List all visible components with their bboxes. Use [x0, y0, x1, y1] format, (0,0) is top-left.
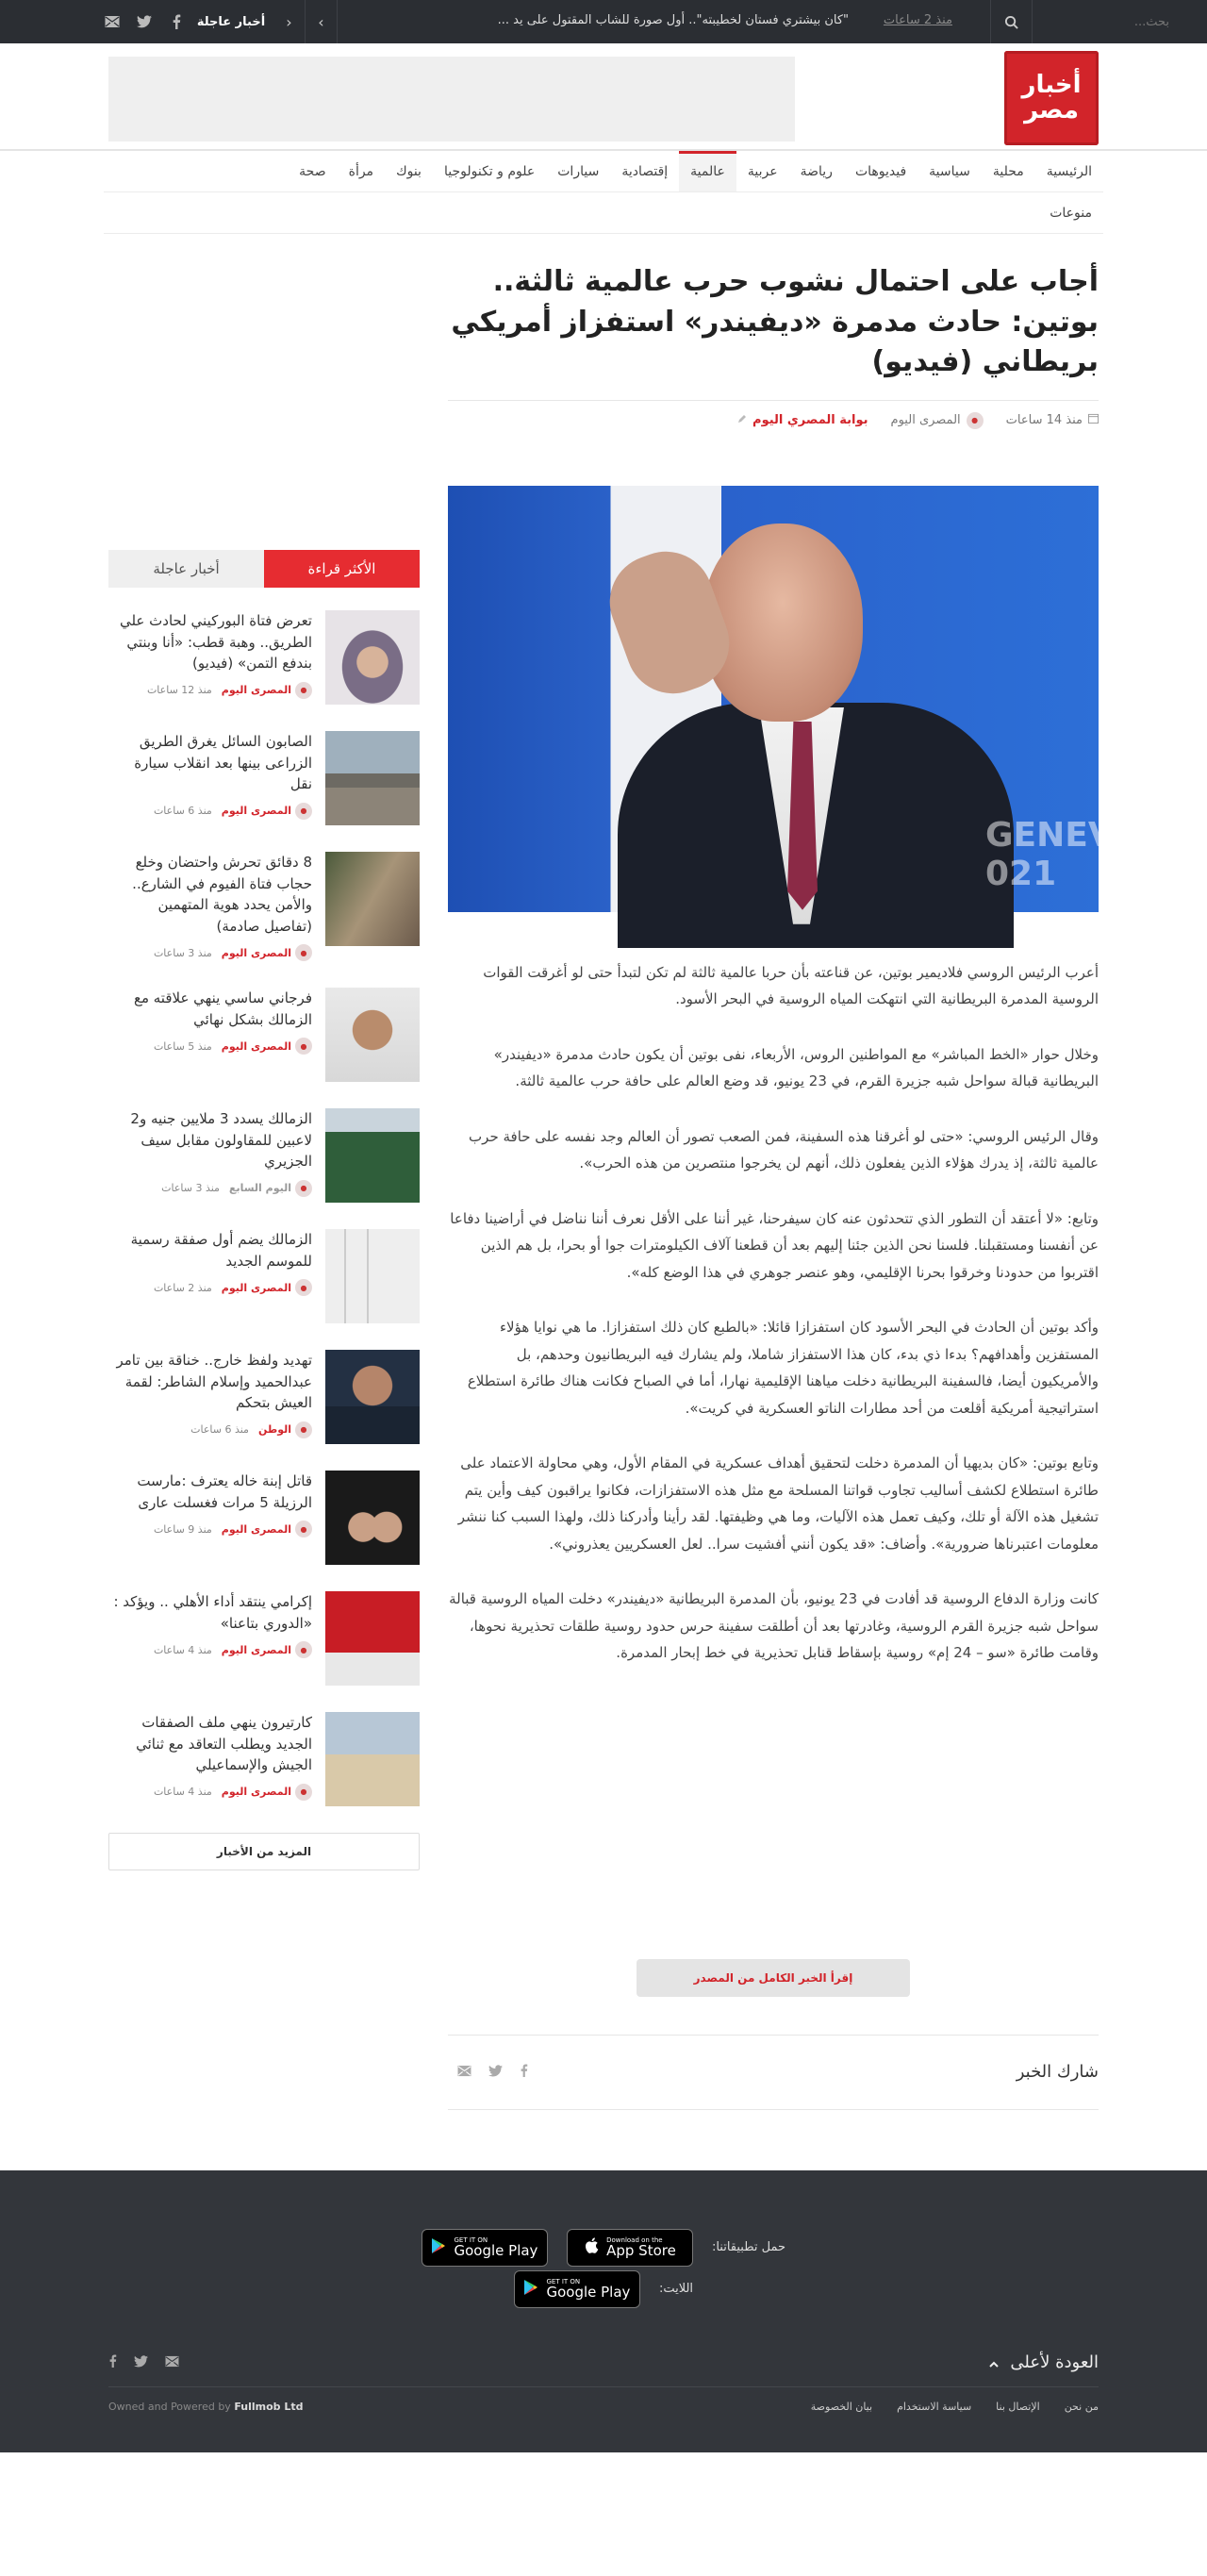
- sidebar-thumb[interactable]: [325, 610, 420, 705]
- calendar-icon: [1088, 413, 1099, 427]
- sidebar-item-source: [258, 1421, 312, 1438]
- sidebar-item-meta: [108, 1421, 312, 1438]
- twitter-icon[interactable]: [136, 13, 153, 30]
- share-title: شارك الخبر: [1016, 2062, 1099, 2083]
- nav-row-primary: [104, 151, 1103, 192]
- ad-banner[interactable]: [108, 57, 795, 141]
- nav-item-1[interactable]: محلية: [992, 164, 1024, 179]
- sidebar-thumb[interactable]: [325, 731, 420, 825]
- source-logo-icon: ●: [295, 1784, 312, 1801]
- powered-by: [108, 2401, 304, 2413]
- sidebar-item-text: [108, 1471, 312, 1565]
- search-icon[interactable]: [991, 0, 1033, 43]
- sidebar-item-source: [222, 1279, 312, 1296]
- sidebar-item-source-text: اليوم السابع: [228, 1182, 291, 1194]
- sidebar-news-item[interactable]: [108, 1350, 420, 1444]
- footer-link[interactable]: من نحن: [1064, 2400, 1099, 2413]
- sidebar-item-time: منذ 5 ساعات: [153, 1039, 212, 1053]
- sidebar-item-title[interactable]: قاتل إبنة خاله يعترف :مارست الرزيلة 5 مرات فغسلت عارى: [137, 1472, 312, 1511]
- article-source-name: المصرى اليوم: [890, 413, 961, 428]
- back-to-top-label: العودة لأعلى: [1010, 2352, 1099, 2372]
- sidebar-item-text: [108, 731, 312, 825]
- share-bar: [448, 2035, 1099, 2110]
- apple-badge-big: App Store: [606, 2242, 676, 2260]
- lite-badge-small: GET IT ON: [546, 2278, 581, 2286]
- sidebar-item-time: منذ 4 ساعات: [153, 1643, 212, 1656]
- sidebar-item-source-text: المصرى اليوم: [221, 1643, 291, 1656]
- sidebar-item-text: [108, 610, 312, 705]
- article-meta: [448, 401, 1099, 448]
- app-store-badge[interactable]: [567, 2229, 693, 2267]
- google-play-icon: [431, 2237, 446, 2258]
- nav-item-9[interactable]: علوم و تكنولوجيا: [443, 164, 536, 179]
- sidebar-item-title[interactable]: 8 دقائق تحرش واحتضان وخلع حجاب فتاة الفيوم في الشارع.. والأمن يحدد هوية المتهمين (تفاصيل صادمة): [132, 854, 312, 935]
- lite-badge-big: Google Play: [546, 2284, 631, 2302]
- sidebar-item-text: [108, 1591, 312, 1686]
- search-input[interactable]: [1066, 15, 1207, 29]
- email-icon[interactable]: [104, 13, 121, 30]
- footer-bottom: [108, 2338, 1099, 2387]
- sidebar-item-source: [222, 944, 312, 961]
- nav-item-misc[interactable]: منوعات: [1050, 206, 1092, 221]
- site-footer: [0, 2170, 1207, 2452]
- google-badge-small: GET IT ON: [454, 2236, 488, 2245]
- article-paragraph: كانت وزارة الدفاع الروسية قد أفادت في 23 يونيو، بأن المدمرة البريطانية «ديفيندر» دخلت المياه الروسية قبالة سواحل شبه جزيرة القرم الروسية، وغادرتها بعد أن أطلقت سفينة حرس حدود روسية طلقات تحذيرية نحوها، وقامت طائرة «سو – 24 إم» روسية بإسقاط قنابل تحذيرية في خط إبحار المدمرة.: [449, 1590, 1099, 1662]
- sidebar-item-meta: [108, 682, 312, 699]
- sidebar-item-text: [108, 1712, 312, 1806]
- sidebar-item-source-text: المصرى اليوم: [221, 1281, 291, 1294]
- source-logo-icon: ●: [295, 1180, 312, 1197]
- sidebar-item-source: [222, 1521, 312, 1537]
- nav-item-2[interactable]: سياسية: [929, 164, 970, 179]
- article-paragraph: وقال الرئيس الروسي: «حتى لو أغرقنا هذه السفينة، فمن الصعب تصور أن العالم وجد نفسه على حافة حرب عالمية ثالثة، إذ يدرك هؤلاء الذين يفعلون ذلك، أنهم لن يخرجوا منتصرين من هذه الحرب».: [469, 1127, 1099, 1172]
- sidebar-item-text: [108, 1229, 312, 1323]
- ticker-headline[interactable]: "كان بيشتري فستان لخطيبته".. أول صورة للشاب المقتول على يد ...: [497, 13, 849, 27]
- sidebar-item-meta: [108, 1784, 312, 1801]
- sidebar-item-source: [222, 682, 312, 699]
- sidebar-thumb[interactable]: [325, 1350, 420, 1444]
- sidebar-item-source-text: المصرى اليوم: [221, 946, 291, 959]
- sidebar-thumb[interactable]: [325, 1712, 420, 1806]
- facebook-icon[interactable]: [168, 13, 185, 30]
- sidebar-news-item[interactable]: [108, 731, 420, 825]
- sidebar-news-item[interactable]: [108, 1229, 420, 1323]
- sidebar-thumb[interactable]: [325, 988, 420, 1082]
- sidebar-item-meta: [108, 1521, 312, 1537]
- top-bar: [0, 0, 1207, 43]
- nav-item-6[interactable]: عالمية: [679, 151, 736, 191]
- sidebar-thumb[interactable]: [325, 1229, 420, 1323]
- article-paragraph: وتابع بوتين: «كان بديهيا أن المدمرة دخلت لتحقيق أهداف عسكرية في المقام الأول، وهي محاولة الاعتماد على طائرة استطلاع لكشف أساليب تجاوب قواتنا المسلحة مع مثل هذه الاستفزازات، فكانوا يراقبون كيف وأين يتم تشغيل هذه الآلة أو تلك، وكيف تعمل هذه الآليات، وما هي وظيفتها. لقد رأينا وأدركنا ذلك، ولهذا السبب كنا ننشر معلومات اعتبرناها ضرورية». وأضاف: «قد يكون أنني أفشيت سرا.. لعل العسكريين يعذروني».: [457, 1454, 1099, 1553]
- nav-item-7[interactable]: إقتصادية: [621, 164, 669, 179]
- sidebar-item-text: [108, 988, 312, 1082]
- footer-link[interactable]: الإتصال بنا: [996, 2400, 1040, 2413]
- tab-breaking-news[interactable]: أخبار عاجلة: [108, 550, 264, 588]
- powered-prefix: Owned and Powered by: [108, 2400, 231, 2413]
- sidebar-item-title[interactable]: تهديد ولفظ خارج.. خناقة بين تامر عبدالحميد وإسلام الشاطر: لقمة العيش بتحكم: [116, 1352, 312, 1411]
- source-logo-icon: ●: [295, 1521, 312, 1537]
- sidebar-item-source: [222, 803, 312, 820]
- article-paragraph: أعرب الرئيس الروسي فلاديمير بوتين، عن قناعته بأن حربا عالمية ثالثة لم تكن لتبدأ حتى لو أغرقت القوات الروسية المدمرة البريطانية التي انتهكت المياه الروسية في البحر الأسود.: [483, 963, 1099, 1008]
- footer-facebook-icon[interactable]: [108, 2353, 117, 2371]
- sidebar-list: [108, 610, 420, 1806]
- apple-badge-small: Download on the: [606, 2236, 663, 2245]
- logo-line-2: مصر: [1024, 96, 1079, 125]
- sidebar-item-source-text: الوطن: [257, 1423, 291, 1436]
- sidebar-item-time: منذ 2 ساعات: [153, 1281, 212, 1294]
- sidebar-item-source-text: المصرى اليوم: [221, 684, 291, 696]
- sidebar-thumb[interactable]: [325, 852, 420, 946]
- source-logo-icon: ●: [967, 412, 984, 429]
- apps-row: [0, 2229, 1207, 2267]
- article-paragraph: وأكد بوتين أن الحادث في البحر الأسود كان استفزازا قائلا: «بالطبع كان ذلك استفزازا. ما هي نوايا هؤلاء المستفزين وأهدافهم؟ بدءا ذي بدء، كان هذا الاستفزاز شاملا، ولم يشارك فيه البريطانيون وحدهم، بل والأمريكيون أيضا، فالسفينة البريطانية دخلت مياهنا الإقليمية نهارا، أما في الصباح فكانت هناك طائرة استطلاع استراتيجية أمريكية أقلعت من أحد مطارات الناتو العسكرية في كريت».: [467, 1319, 1099, 1417]
- sidebar-item-title[interactable]: كارتيرون ينهي ملف الصفقات الجديد ويطلب التعاقد مع ثنائي الجيش والإسماعيلي: [136, 1714, 312, 1773]
- sidebar-item-time: منذ 12 ساعات: [146, 684, 212, 696]
- article-body: [448, 912, 1099, 1667]
- sidebar-item-meta: [108, 1038, 312, 1055]
- share-twitter-icon[interactable]: [488, 2063, 503, 2081]
- sidebar-item-source: [222, 1784, 312, 1801]
- site-header: [0, 43, 1207, 151]
- read-more-wrap: [448, 1959, 1099, 1997]
- article-time-text: منذ 14 ساعات: [1005, 413, 1083, 428]
- pencil-icon: [737, 413, 747, 427]
- sidebar-item-time: منذ 6 ساعات: [190, 1423, 249, 1436]
- nav-item-12[interactable]: صحة: [299, 164, 326, 179]
- footer-social: [108, 2353, 179, 2371]
- sidebar-thumb[interactable]: [325, 1591, 420, 1686]
- sidebar-news-item[interactable]: [108, 852, 420, 961]
- source-logo-icon: ●: [295, 1279, 312, 1296]
- sidebar-news-item[interactable]: [108, 1591, 420, 1686]
- sidebar-item-title[interactable]: تعرض فتاة البوركيني لحادث علي الطريق.. وهبة قطب: «أنا وبنتي بندفع التمن» (فيديو): [119, 612, 312, 672]
- ticker-controls: [273, 0, 338, 43]
- read-full-article-button[interactable]: إقرأ الخبر الكامل من المصدر: [637, 1959, 910, 1997]
- nav-item-3[interactable]: فيديوهات: [854, 164, 907, 179]
- article-source-link-text: بوابة المصري اليوم: [752, 413, 868, 428]
- sidebar-item-source-text: المصرى اليوم: [221, 805, 291, 817]
- sidebar-thumb[interactable]: [325, 1471, 420, 1565]
- sidebar-item-source-text: المصرى اليوم: [221, 1786, 291, 1798]
- nav-item-8[interactable]: سيارات: [557, 164, 600, 179]
- lite-google-play-icon: [523, 2279, 538, 2300]
- ticker-time[interactable]: منذ 2 ساعات: [883, 13, 952, 27]
- article-paragraph: وخلال حوار «الخط المباشر» مع المواطنين الروس، الأربعاء، نفى بوتين أن يكون حادث مدمرة «ديفيندر» البريطانية قبالة سواحل شبه جزيرة القرم، في 23 يونيو، قد وضع العالم على حافة حرب عالمية ثالثة.: [493, 1045, 1099, 1090]
- source-logo-icon: ●: [295, 944, 312, 961]
- footer-email-icon[interactable]: [165, 2353, 179, 2371]
- sidebar-item-time: منذ 3 ساعات: [161, 1182, 220, 1194]
- sidebar-item-title[interactable]: الزمالك يسدد 3 ملايين جنيه و2 لاعبين للمقاولون مقابل سيف الجزيري: [130, 1110, 312, 1170]
- sidebar-item-source: [222, 1641, 312, 1658]
- main-content: [108, 234, 1115, 2170]
- lite-label: اللايت:: [658, 2282, 694, 2297]
- sidebar-item-time: منذ 6 ساعات: [153, 805, 212, 817]
- logo-line-1: أخبار: [1021, 70, 1082, 99]
- nav-item-10[interactable]: بنوك: [396, 164, 422, 179]
- source-logo-icon: ●: [295, 1641, 312, 1658]
- site-logo[interactable]: [1004, 51, 1099, 145]
- sidebar-thumb[interactable]: [325, 1108, 420, 1203]
- sidebar-item-time: منذ 3 ساعات: [153, 946, 212, 959]
- sidebar-item-text: [108, 852, 312, 961]
- sidebar-item-source-text: المصرى اليوم: [221, 1039, 291, 1053]
- article-image: [448, 486, 1115, 912]
- powered-brand[interactable]: Fullmob Ltd: [234, 2400, 304, 2413]
- nav-item-4[interactable]: رياضة: [800, 164, 833, 179]
- sidebar-news-item[interactable]: [108, 988, 420, 1082]
- article-source-link[interactable]: [737, 413, 868, 427]
- share-facebook-icon[interactable]: [520, 2063, 528, 2081]
- social-links: [104, 0, 185, 43]
- google-play-badge[interactable]: [422, 2229, 548, 2267]
- nav-row-secondary: [104, 192, 1103, 234]
- nav-item-11[interactable]: مرأة: [348, 164, 374, 179]
- sidebar-news-item[interactable]: [108, 1712, 420, 1806]
- lite-google-play-badge[interactable]: [514, 2270, 640, 2308]
- article-paragraph: وتابع: «لا أعتقد أن التطور الذي تتحدثون عنه كان سيفرحنا، غير أننا على الأقل نعرف أننا نناضل في أراضينا دفاعا عن أنفسنا ومستقبلنا. فلسنا نحن الذين جئنا إليهم بعد أن قطعنا آلاف الكيلومترات جوا أو بحرا، بل هم الذين اقتربوا من حدودنا وخرقوا بحرنا الإقليمي، وهو عنصر جوهري في هذا الوضع كله».: [450, 1209, 1099, 1281]
- apps-label: حمل تطبيقاتنا:: [711, 2240, 786, 2255]
- sidebar-item-meta: [108, 803, 312, 820]
- sidebar-item-meta: [108, 944, 312, 961]
- apple-icon: [584, 2236, 599, 2258]
- nav-item-0[interactable]: الرئيسية: [1046, 164, 1092, 179]
- source-logo-icon: ●: [295, 1421, 312, 1438]
- sidebar-item-meta: [108, 1180, 312, 1197]
- sidebar-item-text: [108, 1350, 312, 1444]
- footer-link[interactable]: سياسة الاستخدام: [897, 2400, 972, 2413]
- sidebar-item-source: [229, 1180, 312, 1197]
- sidebar-item-text: [108, 1108, 312, 1203]
- source-logo-icon: ●: [295, 682, 312, 699]
- breaking-news-label: أخبار عاجلة: [196, 14, 266, 29]
- source-logo-icon: ●: [295, 1038, 312, 1055]
- nav-item-5[interactable]: عربية: [747, 164, 778, 179]
- share-icons: [448, 2063, 528, 2081]
- source-logo-icon: ●: [295, 803, 312, 820]
- more-news-button[interactable]: المزيد من الأخبار: [108, 1833, 420, 1870]
- main-nav: [104, 151, 1103, 234]
- article-time: [1006, 413, 1099, 427]
- sidebar-item-source-text: المصرى اليوم: [221, 1522, 291, 1536]
- sidebar-item-source: [222, 1038, 312, 1055]
- sidebar-item-time: منذ 4 ساعات: [153, 1786, 212, 1798]
- sidebar-item-meta: [108, 1279, 312, 1296]
- sidebar: [108, 550, 420, 1870]
- back-to-top-button[interactable]: [989, 2352, 1099, 2372]
- search-box: [990, 0, 1207, 43]
- image-background-text: GENEV 021: [985, 815, 1115, 893]
- sidebar-tabs: [108, 550, 420, 588]
- footer-link[interactable]: بيان الخصوصة: [810, 2400, 873, 2413]
- footer-twitter-icon[interactable]: [134, 2353, 148, 2371]
- tab-most-read[interactable]: الأكثر قراءة: [264, 550, 420, 588]
- chevron-up-icon: [989, 2352, 999, 2372]
- share-email-icon[interactable]: [457, 2063, 471, 2081]
- sidebar-news-item[interactable]: [108, 1471, 420, 1565]
- article-title: أجاب على احتمال نشوب حرب عالمية ثالثة.. بوتين: حادث مدمرة «ديفيندر» استفزاز أمريكي بريطاني (فيديو): [448, 262, 1099, 401]
- image-figure-head: [703, 524, 863, 722]
- sidebar-item-title[interactable]: الزمالك يضم أول صفقة رسمية للموسم الجديد: [130, 1231, 312, 1270]
- google-badge-big: Google Play: [454, 2242, 538, 2260]
- sidebar-news-item[interactable]: [108, 610, 420, 705]
- footer-nav-links: [811, 2401, 1099, 2413]
- sidebar-item-title[interactable]: فرجاني ساسي ينهي علاقته مع الزمالك بشكل نهائي: [133, 989, 312, 1028]
- footer-links: [108, 2401, 1099, 2413]
- lite-apps-row: [0, 2270, 1207, 2308]
- ticker-next-icon[interactable]: ‹: [273, 0, 306, 43]
- ticker-prev-icon[interactable]: ›: [306, 0, 338, 43]
- sidebar-news-item[interactable]: [108, 1108, 420, 1203]
- sidebar-item-time: منذ 9 ساعات: [153, 1522, 212, 1536]
- sidebar-item-title[interactable]: إكرامي ينتقد أداء الأهلي .. ويؤكد : «الدوري بتاعنا»: [113, 1593, 312, 1632]
- sidebar-item-meta: [108, 1641, 312, 1658]
- article: [448, 262, 1115, 2170]
- article-source: [891, 412, 984, 429]
- sidebar-item-title[interactable]: الصابون السائل يغرق الطريق الزراعى بينها بعد انقلاب سيارة نقل: [134, 733, 312, 792]
